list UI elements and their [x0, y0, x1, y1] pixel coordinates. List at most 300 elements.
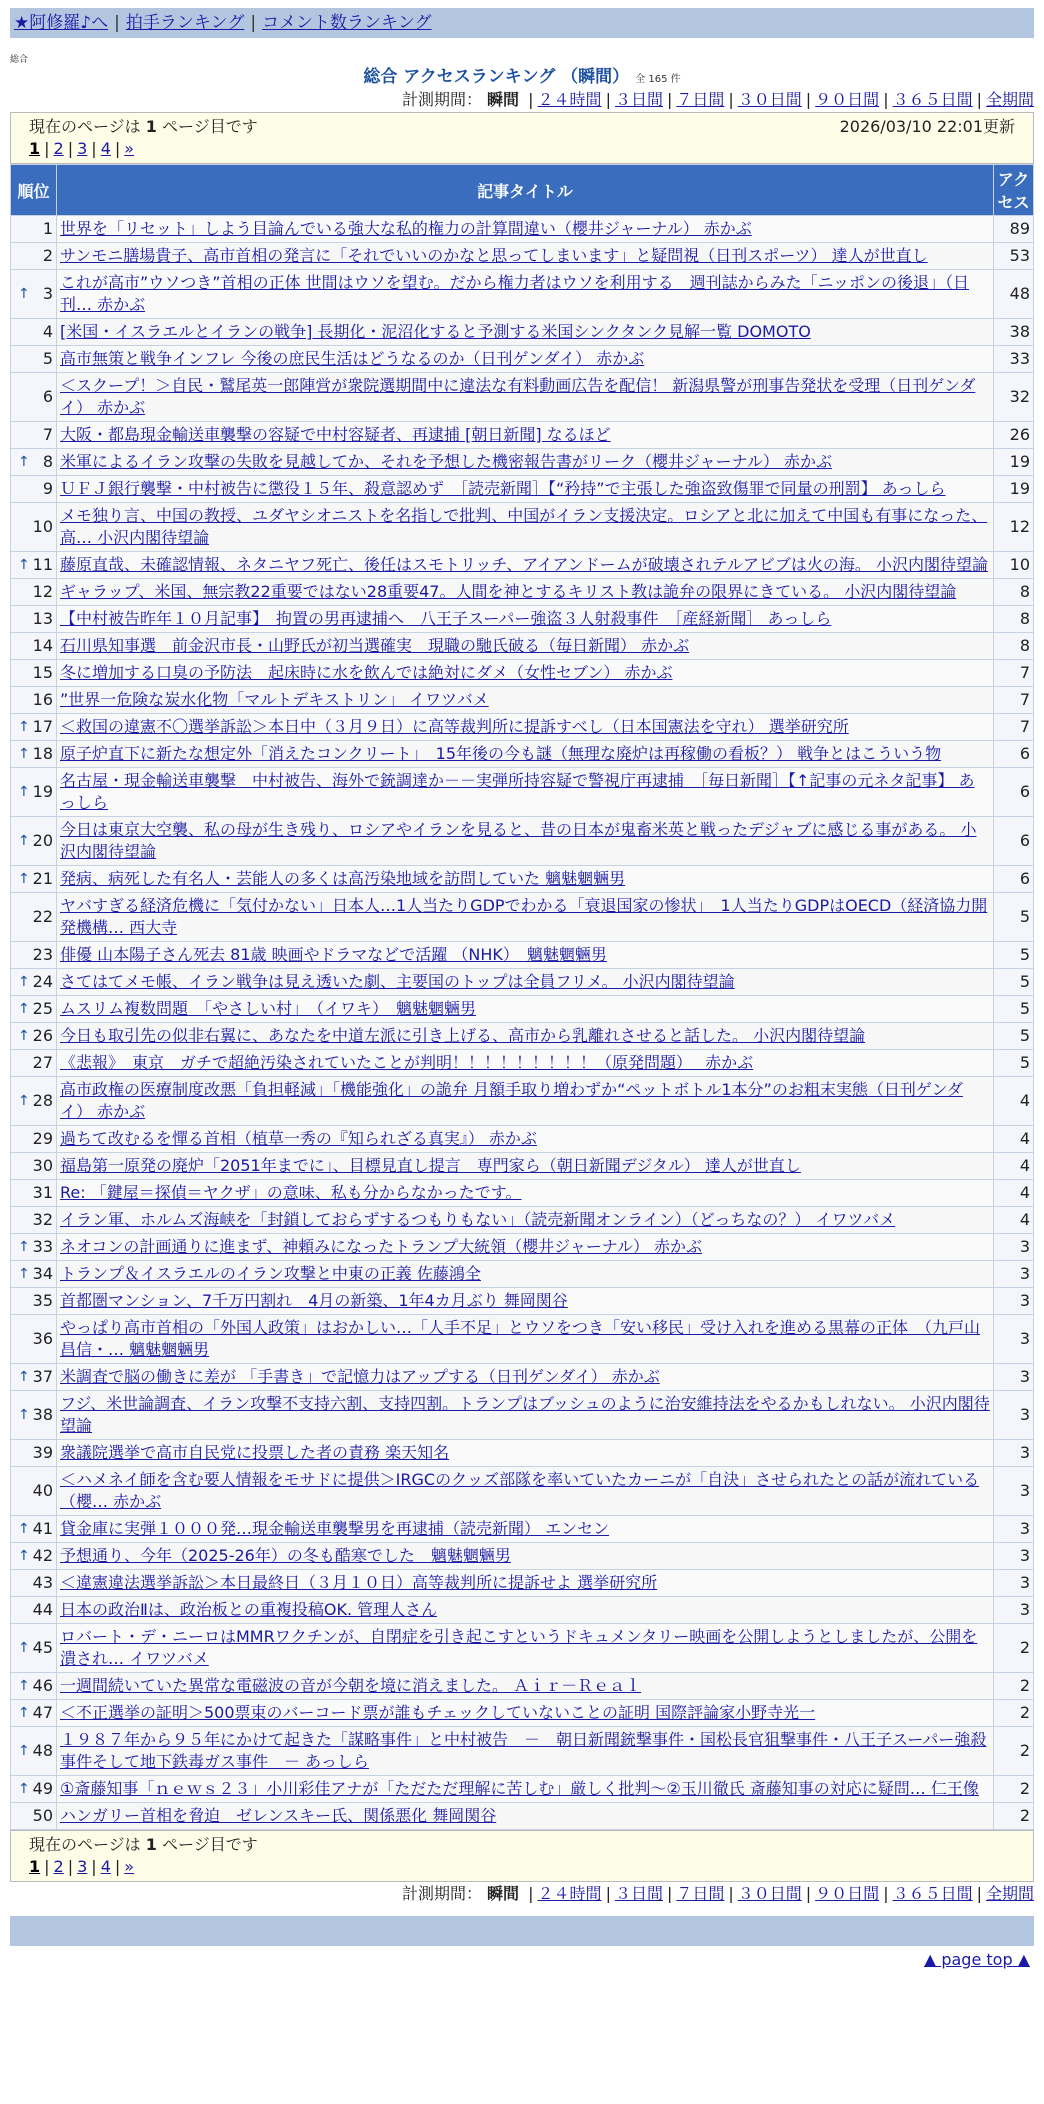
nav-separator: |	[250, 13, 257, 33]
rank-number: 22	[32, 907, 53, 926]
rank-number: 32	[32, 1210, 53, 1229]
title-cell	[57, 449, 994, 476]
rank-up-arrow-icon: ↑	[18, 1705, 30, 1721]
rank-number: 12	[32, 582, 53, 601]
article-title-link[interactable]: 冬に増加する口臭の予防法 起床時に水を飲んでは絶対にダメ（女性セブン） 赤かぶ	[60, 663, 673, 682]
access-count: 32	[994, 373, 1034, 422]
page-separator: |	[44, 1857, 50, 1876]
table-row	[11, 1391, 1034, 1440]
title-cell	[57, 893, 994, 942]
rank-up-arrow-icon: ↑	[18, 1028, 30, 1044]
rank-number: 10	[32, 517, 53, 536]
rank-cell	[11, 270, 57, 319]
page-link-3[interactable]: 3	[77, 139, 88, 158]
rank-number: 11	[32, 555, 53, 574]
table-row	[11, 1673, 1034, 1700]
rank-cell	[11, 1207, 57, 1234]
pager-top	[10, 112, 1034, 164]
title-cell	[57, 1207, 994, 1234]
next-page-link[interactable]: »	[124, 139, 135, 158]
access-count: 8	[994, 633, 1034, 660]
period-label: 計測期間：	[401, 90, 482, 109]
rank-up-arrow-icon: ↑	[18, 1239, 30, 1255]
title-cell	[57, 1803, 994, 1830]
article-title-link[interactable]: 原子炉直下に新たな想定外「消えたコンクリート」 15年後の今も謎（無理な廃炉は再稼働の看板？） 戦争とはこういう物	[60, 744, 942, 763]
article-title-link[interactable]: ムスリム複数問題 「やさしい村」 （イワキ） 魑魅魍魎男	[60, 999, 477, 1018]
access-count: 10	[994, 552, 1034, 579]
rank-cell	[11, 373, 57, 422]
article-title-link[interactable]: Re: 「鍵屋＝探偵＝ヤクザ」の意味、私も分からなかったです。	[60, 1183, 522, 1202]
rank-number: 28	[32, 1091, 53, 1110]
access-count: 89	[994, 216, 1034, 243]
article-title-link[interactable]: これが高市”ウソつき”首相の正体 世間はウソを望む。だから権力者はウソを利用する 週刊誌からみた「ニッポンの後退」（日刊… 赤かぶ	[60, 273, 970, 314]
rank-cell	[11, 969, 57, 996]
access-count: 2	[994, 1776, 1034, 1803]
access-count: 6	[994, 817, 1034, 866]
page-separator: |	[114, 1857, 121, 1876]
nav-separator: |	[114, 13, 120, 33]
article-title-link[interactable]: さてはてメモ帳、イラン戦争は見え透いた劇、主要国のトップは全員フリメ。 小沢内閣待望論	[60, 972, 735, 991]
title-cell	[57, 1624, 994, 1673]
page-link-1[interactable]: 1	[29, 1857, 41, 1876]
table-row	[11, 1776, 1034, 1803]
rank-cell	[11, 660, 57, 687]
table-row	[11, 969, 1034, 996]
table-row	[11, 1467, 1034, 1516]
article-title-link[interactable]: ”世界一危険な炭水化物「マルトデキストリン」 イワツバメ	[60, 690, 489, 709]
rank-number: 4	[42, 322, 53, 341]
table-row	[11, 1597, 1034, 1624]
page-links	[29, 1856, 1015, 1878]
rank-number: 16	[32, 690, 53, 709]
period-separator: |	[605, 90, 611, 109]
rank-number: 13	[32, 609, 53, 628]
title-cell	[57, 1727, 994, 1776]
access-count: 3	[994, 1570, 1034, 1597]
rank-number: 30	[32, 1156, 53, 1175]
period-selector-bottom	[10, 1882, 1034, 1906]
rank-number: 9	[42, 479, 53, 498]
period-link[interactable]: ３０日間	[737, 1884, 802, 1903]
title-cell	[57, 1776, 994, 1803]
access-count: 19	[994, 476, 1034, 503]
period-separator: |	[976, 90, 982, 109]
page-separator: |	[91, 139, 97, 158]
rank-number: 35	[32, 1291, 53, 1310]
period-link[interactable]: 全期間	[985, 1884, 1034, 1903]
table-row	[11, 606, 1034, 633]
period-separator: |	[666, 1884, 673, 1903]
rank-up-arrow-icon: ↑	[18, 833, 30, 849]
article-title-link[interactable]: やっぱり高市首相の「外国人政策」はおかしい…「人手不足」とウソをつき「安い移民」受け入れを進める黒幕の正体 （九戸山 昌信・… 魑魅魍魎男	[60, 1318, 981, 1359]
access-count: 3	[994, 1391, 1034, 1440]
title-cell	[57, 243, 994, 270]
rank-number: 42	[32, 1546, 53, 1565]
rank-cell	[11, 1391, 57, 1440]
period-link[interactable]: ７日間	[676, 1884, 725, 1903]
article-title-link[interactable]: [米国・イスラエルとイランの戦争] 長期化・泥沼化すると予測する米国シンクタンク見解一覧 DOMOTO	[60, 322, 811, 341]
article-title-link[interactable]: 発病、病死した有名人・芸能人の多くは高汚染地域を訪問していた 魑魅魍魎男	[60, 869, 626, 888]
table-row	[11, 741, 1034, 768]
access-count: 2	[994, 1700, 1034, 1727]
rank-cell	[11, 1543, 57, 1570]
rank-number: 25	[32, 999, 53, 1018]
rank-up-arrow-icon: ↑	[18, 1678, 30, 1694]
table-row	[11, 660, 1034, 687]
period-link[interactable]: ３日間	[614, 90, 663, 109]
access-count: 19	[994, 449, 1034, 476]
article-title-link[interactable]: 福島第一原発の廃炉「2051年までに」、目標見直し提言 専門家ら（朝日新聞デジタル） 達人が世直し	[60, 1156, 801, 1175]
access-count: 6	[994, 866, 1034, 893]
article-title-link[interactable]: ＜違憲違法選挙訴訟＞本日最終日（３月１０日）高等裁判所に提訴せよ 選挙研究所	[60, 1573, 658, 1592]
table-row	[11, 270, 1034, 319]
page-separator: |	[114, 139, 121, 158]
table-row	[11, 1315, 1034, 1364]
page-status: 現在のページは 1 ページ目です	[29, 1835, 258, 1854]
total-count: 全 165 件	[635, 74, 681, 85]
article-title-link[interactable]: ロバート・デ・ニーロはMMRワクチンが、自閉症を引き起こすというドキュメンタリー映画を公開しようとしましたが、公開を潰され… イワツバメ	[60, 1627, 978, 1668]
title-cell	[57, 633, 994, 660]
article-title-link[interactable]: 米調査で脳の働きに差が 「手書き」で記憶力はアップする（日刊ゲンダイ） 赤かぶ	[60, 1367, 660, 1386]
title-cell	[57, 1391, 994, 1440]
page-links	[29, 138, 1015, 160]
title-cell	[57, 660, 994, 687]
nav-home-link[interactable]: ★阿修羅♪へ	[14, 13, 109, 33]
rank-cell	[11, 1180, 57, 1207]
rank-number: 45	[32, 1638, 53, 1657]
period-link[interactable]: ２４時間	[537, 1884, 602, 1903]
title-cell	[57, 503, 994, 552]
article-title-link[interactable]: ＜救国の違憲不〇選挙訴訟＞本日中（３月９日）に高等裁判所に提訴すべし（日本国憲法を守れ） 選挙研究所	[60, 717, 849, 736]
article-title-link[interactable]: 高市政権の医療制度改悪「負担軽減」「機能強化」の詭弁 月額手取り増わずか“ペットボトル1本分”のお粗末実態（日刊ゲンダイ） 赤かぶ	[60, 1080, 963, 1121]
access-count: 8	[994, 606, 1034, 633]
table-row	[11, 1803, 1034, 1830]
table-row	[11, 1624, 1034, 1673]
rank-cell	[11, 346, 57, 373]
rank-cell	[11, 1727, 57, 1776]
access-count: 4	[994, 1180, 1034, 1207]
title-cell	[57, 422, 994, 449]
access-count: 3	[994, 1516, 1034, 1543]
table-row	[11, 503, 1034, 552]
article-title-link[interactable]: 俳優 山本陽子さん死去 81歳 映画やドラマなどで活躍 （NHK） 魑魅魍魎男	[60, 945, 607, 964]
article-title-link[interactable]: 首都圏マンション、7千万円割れ 4月の新築、1年4カ月ぶり 舞岡関谷	[60, 1291, 568, 1310]
rank-cell	[11, 1440, 57, 1467]
table-row	[11, 1234, 1034, 1261]
title-cell	[57, 866, 994, 893]
title-cell	[57, 942, 994, 969]
table-row	[11, 1440, 1034, 1467]
rank-up-arrow-icon: ↑	[18, 1369, 30, 1385]
article-title-link[interactable]: 名古屋・現金輸送車襲撃 中村被告、海外で銃調達か－－実弾所持容疑で警視庁再逮捕 ［毎日新聞］【↑記事の元ネタ記事】 あっしら	[60, 771, 975, 812]
access-count: 3	[994, 1315, 1034, 1364]
access-count: 5	[994, 996, 1034, 1023]
rank-cell	[11, 633, 57, 660]
rank-cell	[11, 1516, 57, 1543]
period-link[interactable]: ９０日間	[815, 90, 880, 109]
article-title-link[interactable]: メモ独り言、中国の教授、ユダヤシオニストを名指しで批判、中国がイラン支援決定。ロシアと北に加えて中国も有事になった、高… 小沢内閣待望論	[60, 506, 988, 547]
table-row	[11, 579, 1034, 606]
rank-up-arrow-icon: ↑	[18, 1521, 30, 1537]
table-row	[11, 243, 1034, 270]
article-title-link[interactable]: 【中村被告昨年１０月記事】 拘置の男再逮捕へ 八王子スーパー強盗３人射殺事件 ［産経新聞］ あっしら	[60, 609, 832, 628]
page-link-2[interactable]: 2	[53, 1857, 64, 1876]
section-label: 総合	[10, 55, 29, 65]
rank-cell	[11, 741, 57, 768]
access-count: 4	[994, 1153, 1034, 1180]
article-title-link[interactable]: 大阪・都島現金輸送車襲撃の容疑で中村容疑者、再逮捕 [朝日新聞] なるほど	[60, 425, 611, 444]
table-row	[11, 866, 1034, 893]
period-separator: |	[883, 90, 889, 109]
title-cell	[57, 996, 994, 1023]
article-title-link[interactable]: ハンガリー首相を脅迫 ゼレンスキー氏、関係悪化 舞岡関谷	[60, 1806, 497, 1825]
page-link-4[interactable]: 4	[100, 139, 111, 158]
title-cell	[57, 552, 994, 579]
rank-cell	[11, 1050, 57, 1077]
nav-clap-ranking-link[interactable]: 拍手ランキング	[125, 13, 245, 33]
article-title-link[interactable]: ネオコンの計画通りに進まず、神頼みになったトランプ大統領（櫻井ジャーナル） 赤かぶ	[60, 1237, 703, 1256]
article-title-link[interactable]: イラン軍、ホルムズ海峡を「封鎖しておらずするつもりもない」（読売新聞オンライン）（どっちなの？） イワツバメ	[60, 1210, 896, 1229]
access-count: 38	[994, 319, 1034, 346]
article-title-link[interactable]: 《悲報》 東京 ガチで超絶汚染されていたことが判明！！！！！！！！！（原発問題） 赤かぶ	[60, 1053, 754, 1072]
rank-number: 40	[32, 1481, 53, 1500]
article-title-link[interactable]: 貸金庫に実弾１０００発…現金輸送車襲撃男を再逮捕（読売新聞） エンセン	[60, 1519, 610, 1538]
article-title-link[interactable]: 日本の政治Ⅱは、政治板との重複投稿OK. 管理人さん	[60, 1600, 438, 1619]
article-title-link[interactable]: 予想通り、今年（2025-26年）の冬も酷寒でした 魑魅魍魎男	[60, 1546, 511, 1565]
rank-cell	[11, 1467, 57, 1516]
title-cell	[57, 1023, 994, 1050]
rank-cell	[11, 817, 57, 866]
title-cell	[57, 1050, 994, 1077]
period-separator: |	[976, 1884, 982, 1903]
rank-number: 31	[32, 1183, 53, 1202]
period-separator: |	[728, 90, 734, 109]
article-title-link[interactable]: 一週間続いていた異常な電磁波の音が今朝を境に消えました。 Ａｉｒ－Ｒｅａｌ	[60, 1676, 642, 1695]
period-link[interactable]: ２４時間	[537, 90, 602, 109]
page-separator: |	[91, 1857, 97, 1876]
article-title-link[interactable]: ＵＦＪ銀行襲撃・中村被告に懲役１５年、殺意認めず ［読売新聞］【“矜持”で主張した強盗致傷罪で同量の刑罰】 あっしら	[60, 479, 946, 498]
period-selector-top	[10, 88, 1034, 112]
rank-cell	[11, 1234, 57, 1261]
period-links	[524, 90, 1034, 109]
title-cell	[57, 741, 994, 768]
title-cell	[57, 319, 994, 346]
rank-cell	[11, 579, 57, 606]
article-title-link[interactable]: ヤバすぎる経済危機に「気付かない」日本人…1人当たりGDPでわかる「衰退国家の惨状」 1人当たりGDPはOECD（経済協力開発機構… 西大寺	[60, 896, 988, 937]
period-link[interactable]: ７日間	[676, 90, 725, 109]
rank-cell	[11, 866, 57, 893]
title-cell	[57, 1543, 994, 1570]
period-link[interactable]: 全期間	[985, 90, 1034, 109]
col-rank-header: 順位	[11, 165, 57, 216]
page-top-link[interactable]: ▲ page top ▲	[923, 1950, 1030, 1969]
page-link-4[interactable]: 4	[100, 1857, 111, 1876]
article-title-link[interactable]: 今日も取引先の似非右翼に、あなたを中道左派に引き上げる、高市から乳離れさせると話した。 小沢内閣待望論	[60, 1026, 866, 1045]
article-title-link[interactable]: ＜ハメネイ師を含む要人情報をモサドに提供＞IRGCのクッズ部隊を率いていたカーニが「自決」させられたとの話が流れている（櫻… 赤かぶ	[60, 1470, 980, 1511]
access-count: 4	[994, 1207, 1034, 1234]
rank-number: 19	[32, 782, 53, 801]
rank-up-arrow-icon: ↑	[18, 974, 30, 990]
rank-number: 7	[42, 425, 53, 444]
rank-cell	[11, 1570, 57, 1597]
title-cell	[57, 1288, 994, 1315]
rank-cell	[11, 552, 57, 579]
article-title-link[interactable]: ギャラップ、米国、無宗教22重要ではない28重要47。人間を神とするキリスト教は詭弁の限界にきている。 小沢内閣待望論	[60, 582, 957, 601]
period-separator: |	[728, 1884, 734, 1903]
rank-number: 44	[32, 1600, 53, 1619]
table-row	[11, 996, 1034, 1023]
article-title-link[interactable]: ①斎藤知事「ｎｅｗｓ２３」小川彩佳アナが「ただただ理解に苦しむ」厳しく批判～②玉川徹氏 斎藤知事の対応に疑問… 仁王像	[60, 1779, 979, 1798]
article-title-link[interactable]: 過ちて改むるを憚る首相（植草一秀の『知られざる真実』） 赤かぶ	[60, 1129, 537, 1148]
rank-up-arrow-icon: ↑	[18, 719, 30, 735]
access-count: 4	[994, 1126, 1034, 1153]
rank-up-arrow-icon: ↑	[18, 1743, 30, 1759]
rank-number: 21	[32, 869, 53, 888]
table-row	[11, 687, 1034, 714]
rank-cell	[11, 1126, 57, 1153]
table-row	[11, 422, 1034, 449]
access-count: 2	[994, 1803, 1034, 1830]
rank-number: 5	[42, 349, 53, 368]
table-row	[11, 216, 1034, 243]
access-count: 3	[994, 1364, 1034, 1391]
title-cell	[57, 1700, 994, 1727]
page-separator: |	[44, 139, 50, 158]
rank-cell	[11, 714, 57, 741]
table-row	[11, 1207, 1034, 1234]
access-count: 5	[994, 1050, 1034, 1077]
rank-number: 23	[32, 945, 53, 964]
access-count: 7	[994, 687, 1034, 714]
ranking-table-body	[11, 216, 1034, 1830]
table-row	[11, 633, 1034, 660]
title-cell	[57, 1126, 994, 1153]
access-count: 33	[994, 346, 1034, 373]
rank-up-arrow-icon: ↑	[18, 286, 30, 302]
period-link[interactable]: ３０日間	[737, 90, 802, 109]
next-page-link[interactable]: »	[124, 1857, 135, 1876]
title-cell	[57, 969, 994, 996]
period-separator: |	[528, 1884, 534, 1903]
rank-number: 27	[32, 1053, 53, 1072]
title-cell	[57, 1153, 994, 1180]
title-cell	[57, 1364, 994, 1391]
access-count: 53	[994, 243, 1034, 270]
rank-cell	[11, 996, 57, 1023]
rank-cell	[11, 1364, 57, 1391]
rank-number: 26	[32, 1026, 53, 1045]
table-row	[11, 1700, 1034, 1727]
table-row	[11, 449, 1034, 476]
table-row	[11, 1364, 1034, 1391]
table-header-row	[11, 165, 1034, 216]
title-cell	[57, 216, 994, 243]
article-title-link[interactable]: ＜スクープ！＞自民・鷲尾英一郎陣営が衆院選期間中に違法な有料動画広告を配信！ 新潟県警が刑事告発状を受理（日刊ゲンダイ） 赤かぶ	[60, 376, 976, 417]
col-access-header: アクセス	[994, 165, 1034, 216]
period-link[interactable]: ９０日間	[815, 1884, 880, 1903]
table-row	[11, 373, 1034, 422]
table-row	[11, 1288, 1034, 1315]
access-count: 48	[994, 270, 1034, 319]
page-link-1[interactable]: 1	[29, 139, 41, 158]
period-link[interactable]: ３日間	[614, 1884, 663, 1903]
rank-number: 38	[32, 1405, 53, 1424]
table-row	[11, 1050, 1034, 1077]
access-count: 3	[994, 1440, 1034, 1467]
article-title-link[interactable]: １９８７年から９５年にかけて起きた「謀略事件」と中村被告 － 朝日新聞銃撃事件・国松長官狙撃事件・八王子スーパー強殺事件そして地下鉄毒ガス事件 － あっしら	[60, 1730, 987, 1771]
col-title-header: 記事タイトル	[57, 165, 994, 216]
title-cell	[57, 1467, 994, 1516]
updated-timestamp: 2026/03/10 22:01更新	[839, 117, 1015, 136]
title-cell	[57, 1516, 994, 1543]
article-title-link[interactable]: 衆議院選挙で高市自民党に投票した者の責務 楽天知名	[60, 1443, 450, 1462]
article-title-link[interactable]: 藤原直哉、未確認情報、ネタニヤフ死亡、後任はスモトリッチ、アイアンドームが破壊されテルアビブは火の海。 小沢内閣待望論	[60, 555, 988, 574]
table-row	[11, 1543, 1034, 1570]
access-count: 3	[994, 1597, 1034, 1624]
article-title-link[interactable]: ＜不正選挙の証明＞500票束のバーコード票が誰もチェックしていないことの証明 国際評論家小野寺光一	[60, 1703, 816, 1722]
rank-cell	[11, 1776, 57, 1803]
access-count: 7	[994, 660, 1034, 687]
rank-up-arrow-icon: ↑	[18, 1407, 30, 1423]
table-row	[11, 714, 1034, 741]
article-title-link[interactable]: 米軍によるイラン攻撃の失敗を見越してか、それを予想した機密報告書がリーク（櫻井ジャーナル） 赤かぶ	[60, 452, 832, 471]
article-title-link[interactable]: 世界を「リセット」しよう目論んでいる強大な私的権力の計算間違い（櫻井ジャーナル） 赤かぶ	[60, 219, 752, 238]
rank-number: 1	[42, 219, 53, 238]
title-cell	[57, 1673, 994, 1700]
rank-cell	[11, 449, 57, 476]
access-count: 3	[994, 1261, 1034, 1288]
title-cell	[57, 1180, 994, 1207]
title-cell	[57, 1077, 994, 1126]
article-title-link[interactable]: フジ、米世論調査、イラン攻撃不支持六割、支持四割。トランプはブッシュのように治安維持法をやるかもしれない。 小沢内閣待望論	[60, 1394, 990, 1435]
table-row	[11, 1153, 1034, 1180]
title-cell	[57, 714, 994, 741]
article-title-link[interactable]: トランプ＆イスラエルのイラン攻撃と中東の正義 佐藤鴻全	[60, 1264, 481, 1283]
article-title-link[interactable]: 今日は東京大空襲、私の母が生き残り、ロシアやイランを見ると、昔の日本が鬼畜米英と戦ったデジャブに感じる事がある。 小沢内閣待望論	[60, 820, 977, 861]
table-row	[11, 1727, 1034, 1776]
rank-number: 15	[32, 663, 53, 682]
page-link-3[interactable]: 3	[77, 1857, 88, 1876]
table-row	[11, 1126, 1034, 1153]
rank-up-arrow-icon: ↑	[18, 871, 30, 887]
table-row	[11, 942, 1034, 969]
title-cell	[57, 346, 994, 373]
title-cell	[57, 687, 994, 714]
access-count: 2	[994, 1624, 1034, 1673]
period-separator: |	[666, 90, 673, 109]
article-title-link[interactable]: 高市無策と戦争インフレ 今後の庶民生活はどうなるのか（日刊ゲンダイ） 赤かぶ	[60, 349, 645, 368]
page-link-2[interactable]: 2	[53, 139, 64, 158]
article-title-link[interactable]: 石川県知事選 前金沢市長・山野氏が初当選確実 現職の馳氏破る（毎日新聞） 赤かぶ	[60, 636, 690, 655]
rank-number: 49	[32, 1779, 53, 1798]
rank-number: 8	[42, 452, 53, 471]
access-count: 8	[994, 579, 1034, 606]
nav-comment-ranking-link[interactable]: コメント数ランキング	[262, 13, 432, 33]
rank-cell	[11, 1597, 57, 1624]
rank-number: 29	[32, 1129, 53, 1148]
rank-number: 36	[32, 1329, 53, 1348]
article-title-link[interactable]: サンモニ膳場貴子、高市首相の発言に「それでいいのかなと思ってしまいます」と疑問視（日刊スポーツ） 達人が世直し	[60, 246, 928, 265]
period-link[interactable]: ３６５日間	[892, 1884, 973, 1903]
period-link[interactable]: ３６５日間	[892, 90, 973, 109]
rank-number: 24	[32, 972, 53, 991]
rank-cell	[11, 1077, 57, 1126]
top-nav-bar	[10, 8, 1034, 38]
title-cell	[57, 768, 994, 817]
period-current: 瞬間	[487, 90, 520, 109]
rank-number: 34	[32, 1264, 53, 1283]
access-count: 5	[994, 1023, 1034, 1050]
